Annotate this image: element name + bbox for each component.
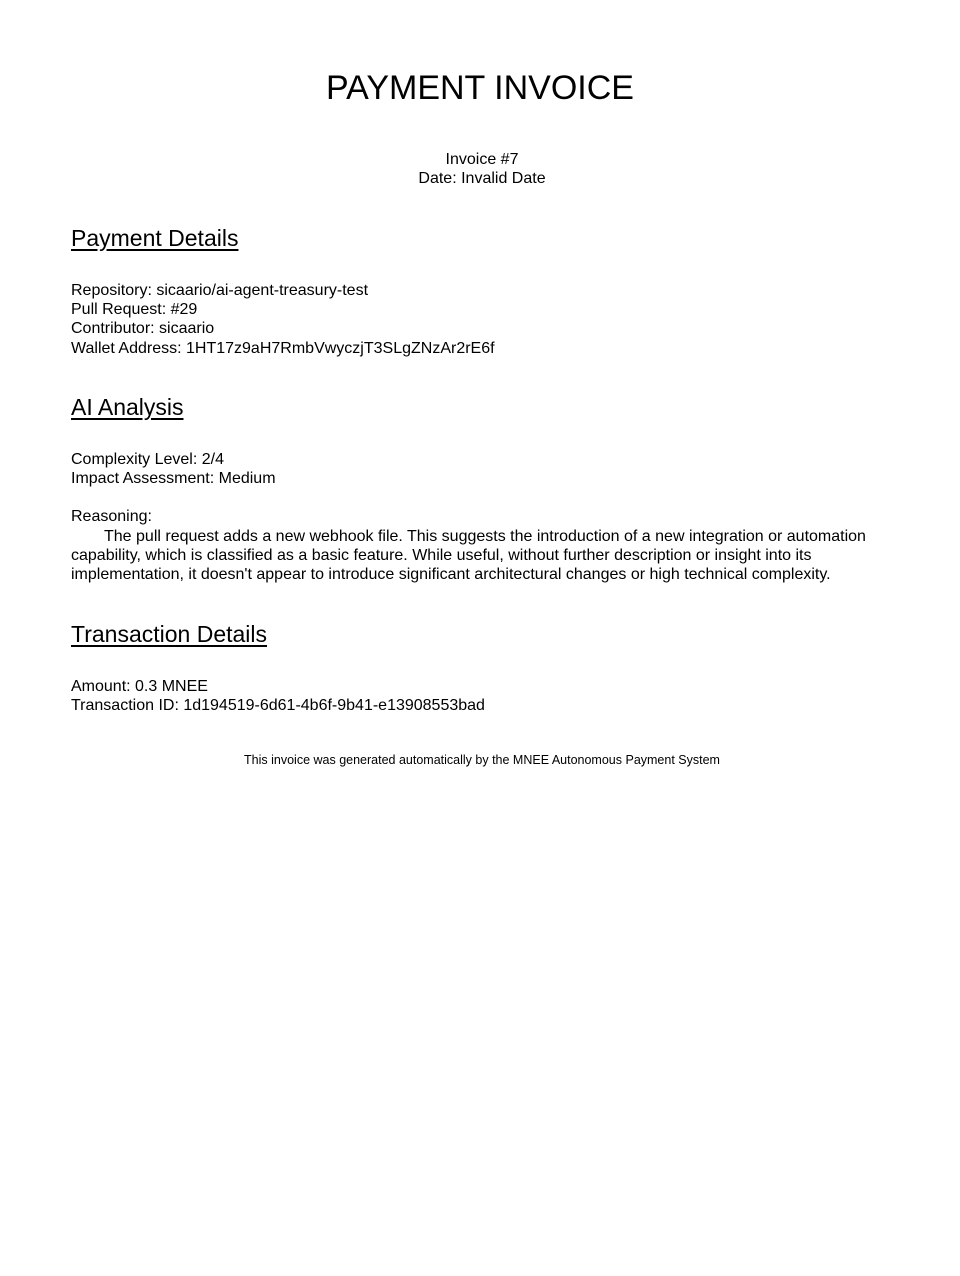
transaction-details-heading: Transaction Details	[71, 621, 268, 647]
payment-details	[71, 281, 911, 358]
invoice-meta	[0, 150, 960, 188]
invoice-title: PAYMENT INVOICE	[326, 69, 634, 107]
reasoning-text: The pull request adds a new webhook file. This suggests the introduction of a new integration or automation capability, which is classified as a basic feature. While useful, without further description or insight into its implementation, it doesn't appear to introduce significant architectural changes or high technical complexity.	[71, 527, 866, 584]
complexity-level: Complexity Level: 2/4	[71, 451, 224, 468]
transaction-id: Transaction ID: 1d194519-6d61-4b6f-9b41-e13908553bad	[71, 697, 485, 715]
pull-request: Pull Request: #29	[71, 301, 198, 319]
payment-details-heading: Payment Details	[71, 225, 239, 251]
contributor: Contributor: sicaario	[71, 320, 215, 338]
invoice-date: Date: Invalid Date	[418, 170, 546, 188]
repository: Repository: sicaario/ai-agent-treasury-test	[71, 282, 369, 299]
invoice-number: Invoice #7	[445, 151, 519, 168]
amount: Amount: 0.3 MNEE	[71, 678, 208, 695]
reasoning-label: Reasoning:	[71, 508, 152, 526]
impact-assessment: Impact Assessment: Medium	[71, 470, 276, 488]
wallet-address: Wallet Address: 1HT17z9aH7RmbVwyczjT3SLgZNzAr2rE6f	[71, 339, 495, 357]
ai-analysis-heading: AI Analysis	[71, 394, 184, 420]
footer-note: This invoice was generated automatically by the MNEE Autonomous Payment System	[244, 753, 720, 767]
transaction-details	[71, 677, 911, 715]
ai-analysis	[71, 450, 911, 584]
